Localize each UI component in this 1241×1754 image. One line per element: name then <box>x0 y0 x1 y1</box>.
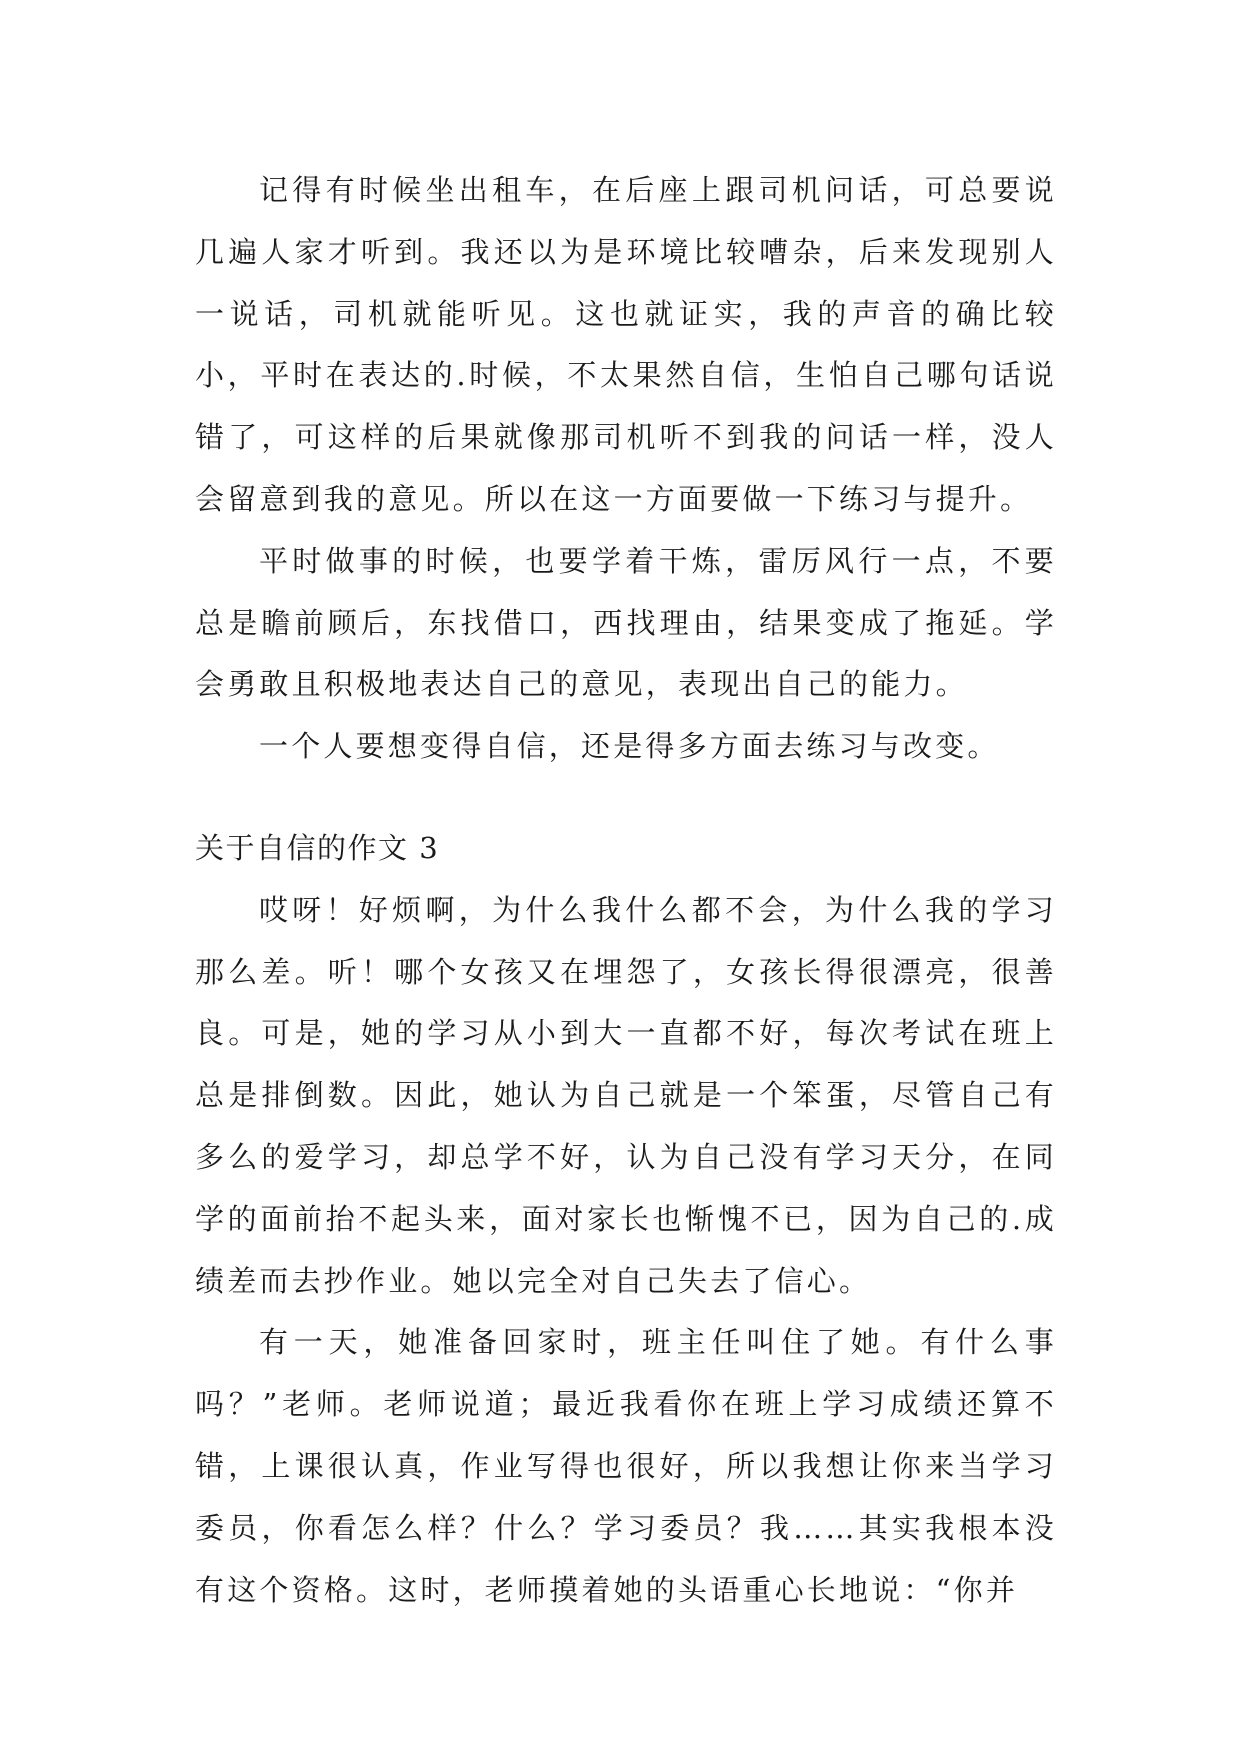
paragraph: 一个人要想变得自信，还是得多方面去练习与改变。 <box>259 729 1000 764</box>
paragraph: 记得有时候坐出租车，在后座上跟司机问话，可总要说几遍人家才听到。我还以为是环境比较嘈杂，后来发现别人一说话，司机就能听见。这也就证实，我的声音的确比较小，平时在表达的.时候，不太果然自信，生怕自己哪句话说错了，可这样的后果就像那司机听不到我的问话一样，没人会留意到我的意见。所以在这一方面要做一下练习与提升。 <box>195 173 1057 516</box>
paragraph: 有一天，她准备回家时，班主任叫住了她。有什么事吗？”老师。老师说道；最近我看你在班上学习成绩还算不错，上课很认真，作业写得也很好，所以我想让你来当学习委员，你看怎么样？什么？学习委员？我……其实我根本没有这个资格。这时，老师摸着她的头语重心长地说：“你并 <box>195 1325 1057 1607</box>
paragraph: 哎呀！好烦啊，为什么我什么都不会，为什么我的学习那么差。听！哪个女孩又在埋怨了，女孩长得很漂亮，很善良。可是，她的学习从小到大一直都不好，每次考试在班上总是排倒数。因此，她认为自己就是一个笨蛋，尽管自己有多么的爱学习，却总学不好，认为自己没有学习天分，在同学的面前抬不起头来，面对家长也惭愧不已，因为自己的.成绩差而去抄作业。她以完全对自己失去了信心。 <box>195 892 1057 1298</box>
paragraph: 平时做事的时候，也要学着干炼，雷厉风行一点，不要总是瞻前顾后，东找借口，西找理由，结果变成了拖延。学会勇敢且积极地表达自己的意见，表现出自己的能力。 <box>195 543 1057 702</box>
section-heading: 关于自信的作文 3 <box>195 830 440 865</box>
document-body <box>195 160 1057 1621</box>
